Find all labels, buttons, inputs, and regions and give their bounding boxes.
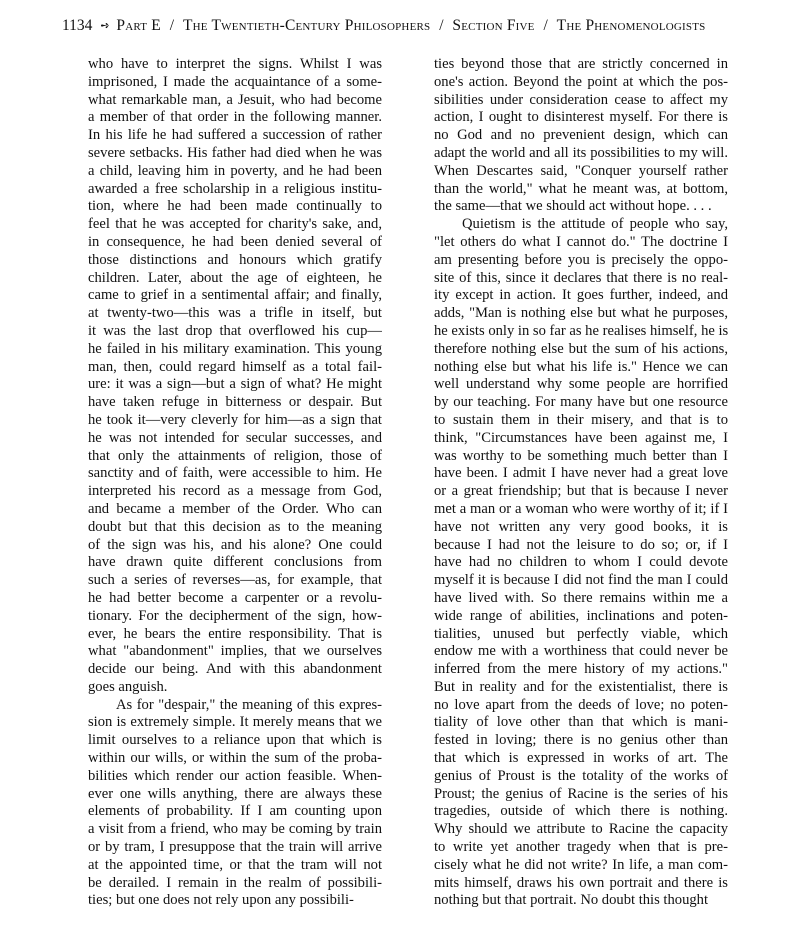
text-line: nothing else but what his life is." Hence we can bbox=[434, 358, 728, 375]
text-line: Quietism is the attitude of people who say, bbox=[462, 216, 728, 233]
text-line: have taken refuge in bitterness or despair. But bbox=[88, 394, 382, 411]
text-line: what remarkable man, a Jesuit, who had become bbox=[88, 91, 382, 108]
text-line: severe setbacks. His father had died when he was bbox=[88, 144, 382, 161]
text-line: that only the attainments of religion, those of bbox=[88, 447, 382, 464]
text-line: he had better become a carpenter or a revolu- bbox=[88, 589, 382, 606]
text-line: a child, leaving him in poverty, and he had been bbox=[88, 162, 382, 179]
text-line: at twenty-two—this was a trifle in itself, but bbox=[88, 305, 382, 322]
text-line: came to grief in a sentimental affair; and finally, bbox=[88, 287, 382, 304]
text-line: therefore nothing else but the sum of his actions, bbox=[434, 340, 728, 357]
text-line: the same—that we should act without hope. . . . bbox=[434, 198, 712, 215]
text-line: am presenting before you is precisely the oppo- bbox=[434, 251, 728, 268]
running-header bbox=[62, 14, 762, 38]
text-line: have drawn quite different conclusions from bbox=[88, 554, 382, 571]
text-line: tialities, unused but perfectly viable, which bbox=[434, 625, 728, 642]
text-line: sibilities under consideration cease to affect my bbox=[434, 91, 728, 108]
text-line: at the appointed time, or that the tram will not bbox=[88, 856, 382, 873]
text-line: be derailed. I remain in the realm of possibili- bbox=[88, 874, 382, 891]
text-line: he exists only in so far as he realises himself, he is bbox=[434, 322, 728, 339]
text-line: tion, where he had been made continually to bbox=[88, 198, 382, 215]
text-line: than the world," what he meant was, at bottom, bbox=[434, 180, 728, 197]
text-line: imprisoned, I made the acquaintance of a some- bbox=[88, 73, 382, 90]
text-line: what "abandonment" implies, that we ourselves bbox=[88, 643, 382, 660]
text-line: within our wills, or within the sum of the proba- bbox=[88, 750, 382, 767]
text-line: tionary. For the decipherment of the sign, how- bbox=[88, 607, 382, 624]
text-line: because I had not the leisure to do so; or, if I bbox=[434, 536, 728, 553]
text-line: no love apart from the deeds of love; no poten- bbox=[434, 696, 728, 713]
text-line: those distinctions and honours which gratify bbox=[88, 251, 382, 268]
text-line: by our teaching. For many have but one resource bbox=[434, 394, 728, 411]
text-line: who have to interpret the signs. Whilst I was bbox=[88, 56, 382, 72]
text-line: a member of that order in the following manner. bbox=[88, 109, 382, 126]
text-line: elements of probability. If I am counting upon bbox=[88, 803, 382, 820]
text-line: site of this, since it declares that there is no real- bbox=[434, 269, 728, 286]
text-line: "let others do what I cannot do." The doctrine I bbox=[434, 233, 728, 250]
text-line: children. Later, about the age of eighteen, he bbox=[88, 269, 382, 286]
text-line: to sustain them in their misery, and that is to bbox=[434, 411, 728, 428]
text-line: man, then, could regard himself as a total fail- bbox=[88, 358, 382, 375]
text-line: inferred from the mere history of my actions." bbox=[434, 661, 728, 678]
text-line: such a series of reverses—as, for example, that bbox=[88, 572, 382, 589]
text-line: of the sign was his, and his alone? One could bbox=[88, 536, 382, 553]
text-line: interpreted his record as a message from God, bbox=[88, 483, 382, 500]
text-line: he was not intended for secular successes, and bbox=[88, 429, 382, 446]
text-line: wide range of abilities, inclinations and poten- bbox=[434, 607, 728, 624]
text-line: goes anguish. bbox=[88, 678, 168, 695]
header-book-section: The Twentieth-Century Philosophers bbox=[182, 17, 431, 34]
text-line: decide our being. And with this abandonment bbox=[88, 661, 382, 678]
text-line: awarded a free scholarship in a religious institu- bbox=[88, 180, 382, 197]
left-text-column bbox=[88, 56, 382, 916]
text-line: feel that he was accepted for charity's sake, and, bbox=[88, 216, 382, 233]
diamond-arrow-icon: ➺ bbox=[100, 20, 110, 32]
text-line: tiality of love other than that which is mani- bbox=[434, 714, 728, 731]
text-line: action, I ought to disinterest myself. For there is bbox=[434, 109, 728, 126]
text-line: no God and no prevenient design, which can bbox=[434, 127, 728, 144]
text-line: one's action. Beyond the point at which the pos- bbox=[434, 73, 728, 90]
text-line: ity except in action. It goes further, indeed, and bbox=[434, 287, 728, 304]
text-line: ure: it was a sign—but a sign of what? He might bbox=[88, 376, 382, 393]
header-separator: / bbox=[543, 17, 548, 34]
text-line: well understand why some people are horrified bbox=[434, 376, 728, 393]
text-line: or by tram, I presuppose that the train will arrive bbox=[88, 839, 382, 856]
text-line: adapt the world and all its possibilities to my will. bbox=[434, 144, 728, 161]
text-line: met a man or a woman who were worthy of it; if I bbox=[434, 500, 728, 517]
text-line: and became a member of the Order. Who can bbox=[88, 500, 382, 517]
text-line: a visit from a friend, who may be coming by train bbox=[88, 821, 382, 838]
text-line: was worthy to be something much better than I bbox=[434, 447, 728, 464]
header-chapter: The Phenomenologists bbox=[556, 17, 706, 34]
text-line: it was the last drop that overflowed his cup— bbox=[88, 322, 382, 339]
text-line: sion is extremely simple. It merely means that we bbox=[88, 714, 382, 731]
header-separator: / bbox=[439, 17, 444, 34]
text-line: In his life he had suffered a succession of rather bbox=[88, 127, 382, 144]
text-line: ties; but one does not rely upon any possibili- bbox=[88, 892, 354, 909]
text-line: have been. I admit I have never had a great love bbox=[434, 465, 728, 482]
header-part: Part E bbox=[116, 17, 161, 34]
text-line: When Descartes said, "Conquer yourself rather bbox=[434, 162, 728, 179]
text-line: or a great friendship; but that is because I never bbox=[434, 483, 728, 500]
text-line: doubt but that this decision as to the meaning bbox=[88, 518, 382, 535]
text-line: tragedies, outside of which there is nothing. bbox=[434, 803, 728, 820]
header-separator: / bbox=[169, 17, 175, 34]
text-line: ties beyond those that are strictly concerned in bbox=[434, 56, 728, 72]
text-line: to write yet another tragedy when that is pre- bbox=[434, 839, 728, 856]
text-line: ever, he bears the entire responsibility. That is bbox=[88, 625, 382, 642]
text-line: As for "despair," the meaning of this expres- bbox=[116, 696, 382, 713]
text-line: in consequence, he had been denied several of bbox=[88, 233, 382, 250]
text-line: that which is expressed in works of art. The bbox=[434, 750, 728, 767]
text-line: Proust; the genius of Racine is the series of his bbox=[434, 785, 728, 802]
text-line: have lived with. So there remains within me a bbox=[434, 589, 728, 606]
text-line: have had no children to whom I could devote bbox=[434, 554, 728, 571]
text-line: think, "Circumstances have been against me, I bbox=[434, 429, 728, 446]
text-line: But in reality and for the existentialist, there is bbox=[434, 678, 728, 695]
text-line: cisely what he did not write? In life, a man com- bbox=[434, 856, 728, 873]
text-line: mits himself, draws his own portrait and there is bbox=[434, 874, 728, 891]
text-line: sanctity and of faith, were accessible to him. He bbox=[88, 465, 382, 482]
text-line: bilities which render our action feasible. When- bbox=[88, 767, 382, 784]
right-text-column bbox=[434, 56, 728, 916]
text-line: nothing but that portrait. No doubt this thought bbox=[434, 892, 709, 909]
text-line: he failed in his military examination. This young bbox=[88, 340, 382, 357]
text-line: endow me with a worthiness that could never be bbox=[434, 643, 728, 660]
text-line: adds, "Man is nothing else but what he purposes, bbox=[434, 305, 728, 322]
page-number: 1134 bbox=[62, 17, 93, 34]
text-line: Why should we attribute to Racine the capacity bbox=[434, 821, 728, 838]
text-line: genius of Proust is the totality of the works of bbox=[434, 767, 728, 784]
text-line: he took it—very cleverly for him—as a sign that bbox=[88, 411, 382, 428]
header-section: Section Five bbox=[452, 17, 535, 34]
text-line: limit ourselves to a reliance upon that which is bbox=[88, 732, 382, 749]
text-line: have not written any very good books, it is bbox=[434, 518, 728, 535]
text-line: ever one wills anything, there are always these bbox=[88, 785, 382, 802]
text-line: fested in loving; there is no genius other than bbox=[434, 732, 728, 749]
text-line: myself it is because I did not find the man I could bbox=[434, 572, 728, 589]
